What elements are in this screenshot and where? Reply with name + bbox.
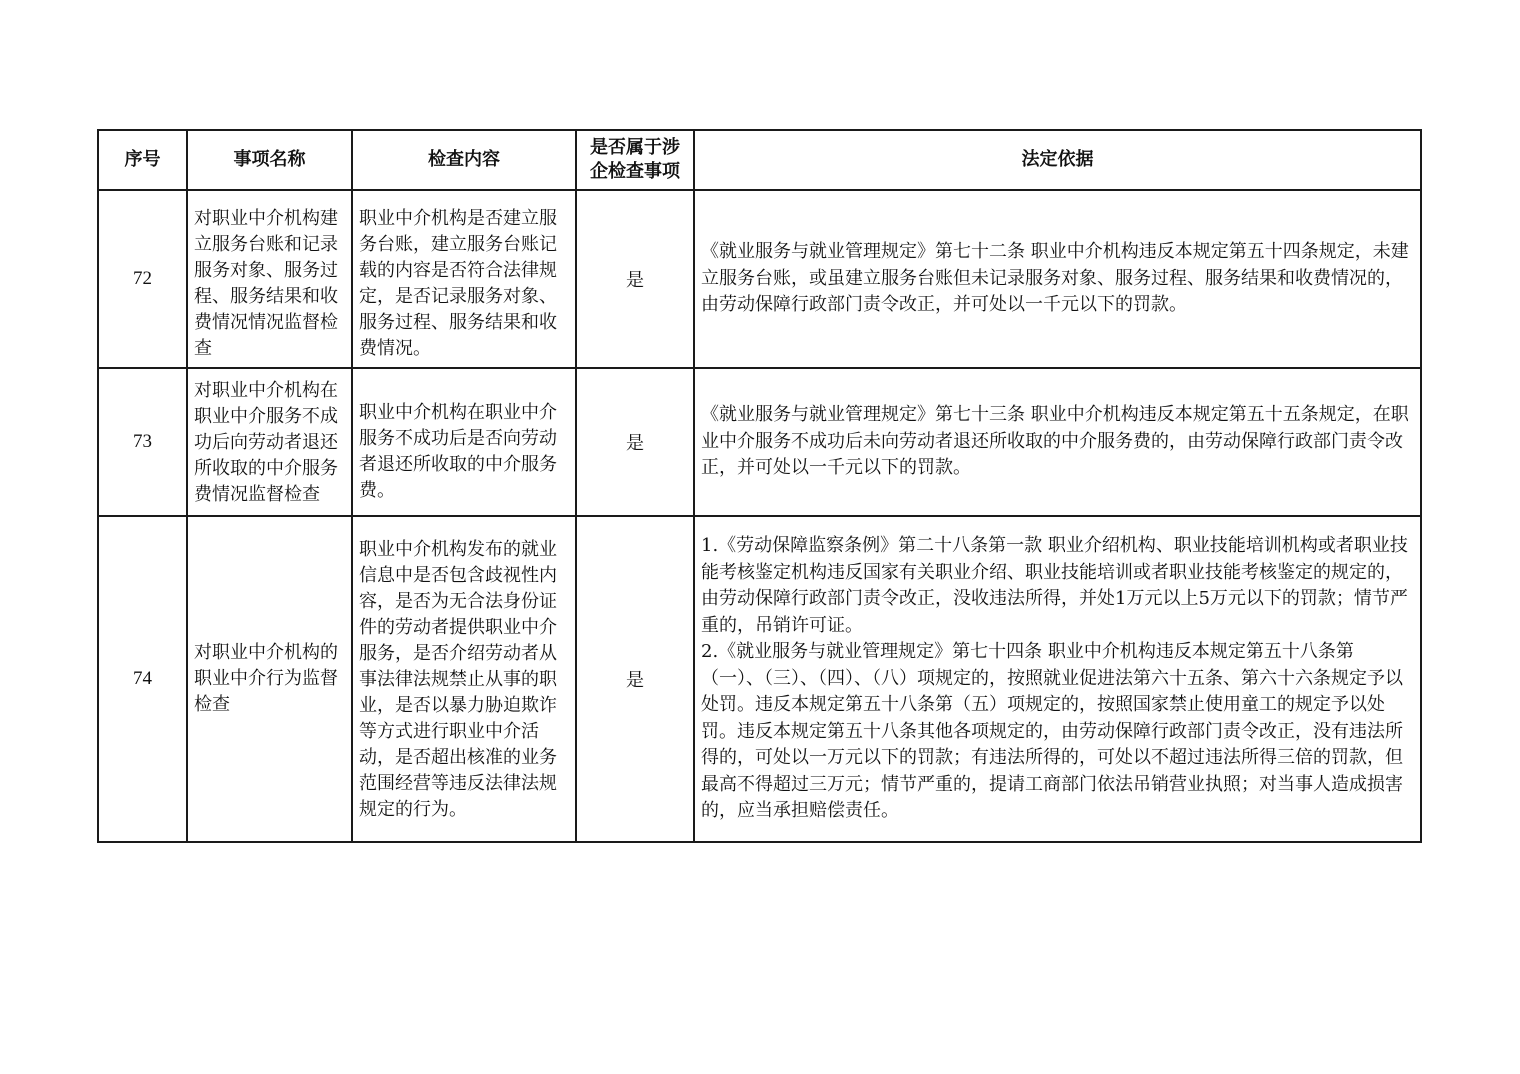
row-legal-basis bbox=[694, 368, 1421, 516]
header-index: 序号 bbox=[98, 130, 187, 190]
row-enterprise-check: 是 bbox=[576, 516, 694, 842]
row-index: 72 bbox=[98, 190, 187, 368]
row-item-name: 对职业中介机构的职业中介行为监督检查 bbox=[187, 516, 352, 842]
table-row bbox=[98, 368, 1421, 516]
table-header-row bbox=[98, 130, 1421, 190]
header-item-name: 事项名称 bbox=[187, 130, 352, 190]
regulation-table bbox=[97, 129, 1422, 843]
legal-basis-clause: 1.《劳动保障监察条例》第二十八条第一款 职业介绍机构、职业技能培训机构或者职业技能考核鉴定机构违反国家有关职业介绍、职业技能培训或者职业技能考核鉴定的规定的，由劳动保障行政部门责令改正，没收违法所得，并处1万元以上5万元以下的罚款；情节严重的，吊销许可证。 bbox=[701, 535, 1408, 636]
row-check-content: 职业中介机构发布的就业信息中是否包含歧视性内容，是否为无合法身份证件的劳动者提供职业中介服务，是否介绍劳动者从事法律法规禁止从事的职业，是否以暴力胁迫欺诈等方式进行职业中介活动，是否超出核准的业务范围经营等违反法律法规规定的行为。 bbox=[352, 516, 576, 842]
header-check-content: 检查内容 bbox=[352, 130, 576, 190]
legal-basis-clause: 《就业服务与就业管理规定》第七十三条 职业中介机构违反本规定第五十五条规定，在职业中介服务不成功后未向劳动者退还所收取的中介服务费的，由劳动保障行政部门责令改正，并可处以一千元以下的罚款。 bbox=[701, 404, 1409, 479]
row-index: 73 bbox=[98, 368, 187, 516]
regulation-table-sheet bbox=[97, 129, 1420, 843]
table-row bbox=[98, 516, 1421, 842]
row-index: 74 bbox=[98, 516, 187, 842]
row-check-content: 职业中介机构在职业中介服务不成功后是否向劳动者退还所收取的中介服务费。 bbox=[352, 368, 576, 516]
legal-basis-clause: 《就业服务与就业管理规定》第七十二条 职业中介机构违反本规定第五十四条规定，未建立服务台账，或虽建立服务台账但未记录服务对象、服务过程、服务结果和收费情况的，由劳动保障行政部门责令改正，并可处以一千元以下的罚款。 bbox=[701, 241, 1409, 316]
row-enterprise-check: 是 bbox=[576, 190, 694, 368]
row-legal-basis bbox=[694, 190, 1421, 368]
legal-basis-clause: 2.《就业服务与就业管理规定》第七十四条 职业中介机构违反本规定第五十八条第（一）、（三）、（四）、（八）项规定的，按照就业促进法第六十五条、第六十六条规定予以处罚。违反本规定第五十八条第（五）项规定的，按照国家禁止使用童工的规定予以处罚。违反本规定第五十八条其他各项规定的，由劳动保障行政部门责令改正，没有违法所得的，可处以一万元以下的罚款；有违法所得的，可处以不超过违法所得三倍的罚款，但最高不得超过三万元；情节严重的，提请工商部门依法吊销营业执照；对当事人造成损害的，应当承担赔偿责任。 bbox=[701, 641, 1403, 822]
header-legal-basis: 法定依据 bbox=[694, 130, 1421, 190]
row-enterprise-check: 是 bbox=[576, 368, 694, 516]
row-item-name: 对职业中介机构建立服务台账和记录服务对象、服务过程、服务结果和收费情况情况监督检查 bbox=[187, 190, 352, 368]
header-enterprise-check: 是否属于涉企检查事项 bbox=[576, 130, 694, 190]
row-item-name: 对职业中介机构在职业中介服务不成功后向劳动者退还所收取的中介服务费情况监督检查 bbox=[187, 368, 352, 516]
row-check-content: 职业中介机构是否建立服务台账，建立服务台账记载的内容是否符合法律规定，是否记录服务对象、服务过程、服务结果和收费情况。 bbox=[352, 190, 576, 368]
table-row bbox=[98, 190, 1421, 368]
row-legal-basis bbox=[694, 516, 1421, 842]
